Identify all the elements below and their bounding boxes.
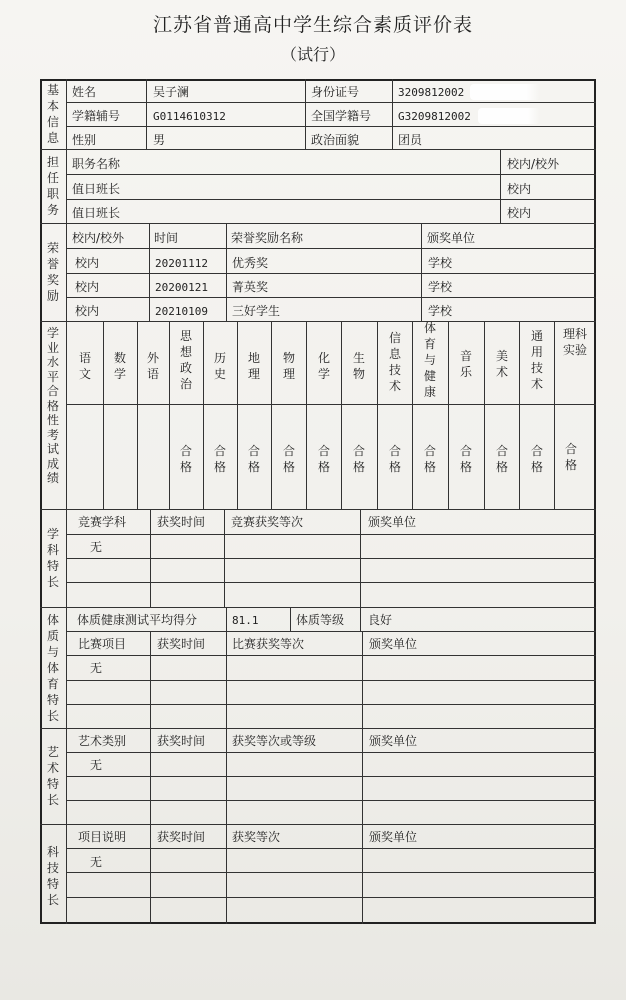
grid-line [362,824,363,924]
honor-date: 20210109 [155,305,208,318]
student-no-label: 学籍辅号 [72,109,121,123]
subject-result: 合格 [423,444,436,474]
subject-header-pe-health: 体育与健康 [423,321,436,399]
honor-name: 优秀奖 [232,256,269,270]
political-label: 政治面貌 [311,133,360,147]
section-label-subject-talent: 学科特长 [46,527,59,589]
grid-line [226,223,227,321]
grid-line [40,728,596,729]
pe-header-event: 比赛项目 [78,637,127,651]
honor-date: 20201112 [155,257,208,270]
grid-line [66,199,596,200]
grid-line [226,631,227,728]
fitness-score-value: 81.1 [232,614,259,627]
art-header-category: 艺术类别 [78,734,127,748]
grid-line [290,607,291,631]
honor-org: 学校 [428,256,453,270]
form-subtitle: （试行） [280,45,345,64]
duty-scope-header: 校内/校外 [507,157,560,171]
fitness-score-label: 体质健康测试平均得分 [77,613,198,627]
redaction-mark [470,84,540,100]
honor-header-scope: 校内/校外 [72,231,125,245]
honor-date: 20200121 [155,281,208,294]
subject-result: 合格 [388,444,401,474]
gender-value: 男 [153,133,166,147]
tech-header-org: 颁奖单位 [369,830,418,844]
subject-header-history: 历史 [213,351,226,381]
form-title: 江苏省普通高中学生综合素质评价表 [152,14,473,36]
subject-header-general-tech: 通用技术 [530,329,543,391]
talent-header-org: 颁奖单位 [368,515,417,529]
honor-org: 学校 [428,280,453,294]
grid-line [66,848,596,849]
duty-scope: 校内 [507,206,532,220]
grid-line [66,273,596,274]
student-no-value: G0114610312 [153,110,226,123]
subject-result: 合格 [564,442,577,472]
pe-header-rank: 比赛获奖等次 [232,637,305,651]
subject-header-chemistry: 化学 [317,351,330,381]
grid-line [519,321,520,509]
subject-header-it: 信息技术 [388,331,401,393]
grid-line [40,321,596,322]
grid-line [412,321,413,509]
grid-line [66,752,596,753]
grid-line [40,149,596,150]
subject-header-foreign-language: 外语 [146,351,159,381]
grid-line [150,509,151,607]
duty-title: 值日班长 [72,182,121,196]
tech-header-project: 项目说明 [78,830,127,844]
national-no-label: 全国学籍号 [311,109,372,123]
grid-line [40,824,596,825]
redaction-mark [478,108,540,124]
talent-header-date: 获奖时间 [157,515,206,529]
subject-result: 合格 [352,444,365,474]
subject-result: 合格 [179,444,192,474]
pe-header-date: 获奖时间 [157,637,206,651]
talent-value-none: 无 [90,540,103,554]
grid-line [226,824,227,924]
subject-header-biology: 生物 [352,351,365,381]
id-number-value: 3209812002 [398,86,465,99]
grid-line [224,509,225,607]
subject-header-chinese: 语文 [78,351,91,381]
grid-line [226,728,227,824]
grid-line [66,582,596,583]
subject-result: 合格 [247,444,260,474]
subject-header-politics: 思想政治 [179,329,192,391]
section-label-art: 艺术特长 [46,745,59,807]
section-label-pe: 体质与体育特长 [46,613,59,723]
honor-name: 菁英奖 [232,280,269,294]
grid-line [66,248,596,249]
grid-line [66,79,67,924]
grid-line [103,321,104,509]
grid-line [360,509,361,607]
art-header-org: 颁奖单位 [369,734,418,748]
subject-header-math: 数学 [113,351,126,381]
grid-line [66,776,596,777]
duty-title: 值日班长 [72,206,121,220]
subject-header-physics: 物理 [282,351,295,381]
subject-header-music: 音乐 [459,349,472,379]
grid-line [341,321,342,509]
grid-line [40,607,596,608]
subject-result: 合格 [282,444,295,474]
subject-result: 合格 [495,444,508,474]
tech-header-rank: 获奖等次 [232,830,281,844]
section-label-basic: 基本信息 [46,83,59,145]
honor-header-org: 颁奖单位 [427,231,476,245]
honor-scope: 校内 [75,304,100,318]
duty-title-header: 职务名称 [72,157,121,171]
grid-line [149,223,150,321]
grid-line [146,79,147,149]
grid-line [226,607,227,631]
grid-line [66,174,596,175]
grid-line [377,321,378,509]
grid-line [484,321,485,509]
section-label-tech: 科技特长 [46,845,59,907]
grid-line [360,607,361,631]
grid-line [305,79,306,149]
art-header-date: 获奖时间 [157,734,206,748]
section-label-duties: 担任职务 [46,155,59,217]
grid-line [66,897,596,898]
subject-header-geography: 地理 [247,351,260,381]
pe-header-org: 颁奖单位 [369,637,418,651]
grid-line [362,631,363,728]
subject-header-science-lab: 理科实验 [562,327,587,357]
grid-line [66,704,596,705]
tech-header-date: 获奖时间 [157,830,206,844]
grid-line [40,223,596,224]
grid-line [66,800,596,801]
grid-line [66,631,596,632]
subject-header-art: 美术 [495,349,508,379]
grid-line [66,297,596,298]
art-value-none: 无 [90,758,103,772]
tech-value-none: 无 [90,855,103,869]
section-label-honors: 荣誉奖励 [46,241,59,303]
grid-line [306,321,307,509]
grid-line [150,728,151,824]
grid-line [66,404,596,405]
grid-line [137,321,138,509]
subject-result: 合格 [317,444,330,474]
art-header-rank: 获奖等次或等级 [232,734,317,748]
grid-line [554,321,555,509]
national-no-value: G3209812002 [398,110,471,123]
name-label: 姓名 [72,85,97,99]
grid-line [500,149,501,223]
talent-header-rank: 竞赛获奖等次 [231,515,304,529]
grid-line [271,321,272,509]
subject-result: 合格 [459,444,472,474]
honor-org: 学校 [428,304,453,318]
gender-label: 性别 [72,133,97,147]
grid-line [66,655,596,656]
talent-header-subject: 竞赛学科 [78,515,127,529]
id-number-label: 身份证号 [311,85,360,99]
grid-line [40,509,596,510]
grid-line [392,79,393,149]
grid-line [421,223,422,321]
grid-line [448,321,449,509]
grid-line [237,321,238,509]
fitness-level-value: 良好 [368,613,393,627]
grid-line [150,631,151,728]
honor-header-name: 荣誉奖励名称 [231,231,304,245]
grid-line [66,534,596,535]
political-value: 团员 [398,133,423,147]
honor-name: 三好学生 [232,304,281,318]
grid-line [66,872,596,873]
grid-line [66,680,596,681]
subject-result: 合格 [530,444,543,474]
grid-line [150,824,151,924]
grid-line [169,321,170,509]
fitness-level-label: 体质等级 [296,613,345,627]
name-value: 吴子澜 [153,85,190,99]
grid-line [362,728,363,824]
honor-header-date: 时间 [154,231,179,245]
duty-scope: 校内 [507,182,532,196]
grid-line [66,558,596,559]
subject-result: 合格 [213,444,226,474]
honor-scope: 校内 [75,256,100,270]
section-label-academic: 学业水平合格性考试成绩 [46,326,59,485]
pe-value-none: 无 [90,661,103,675]
grid-line [203,321,204,509]
honor-scope: 校内 [75,280,100,294]
